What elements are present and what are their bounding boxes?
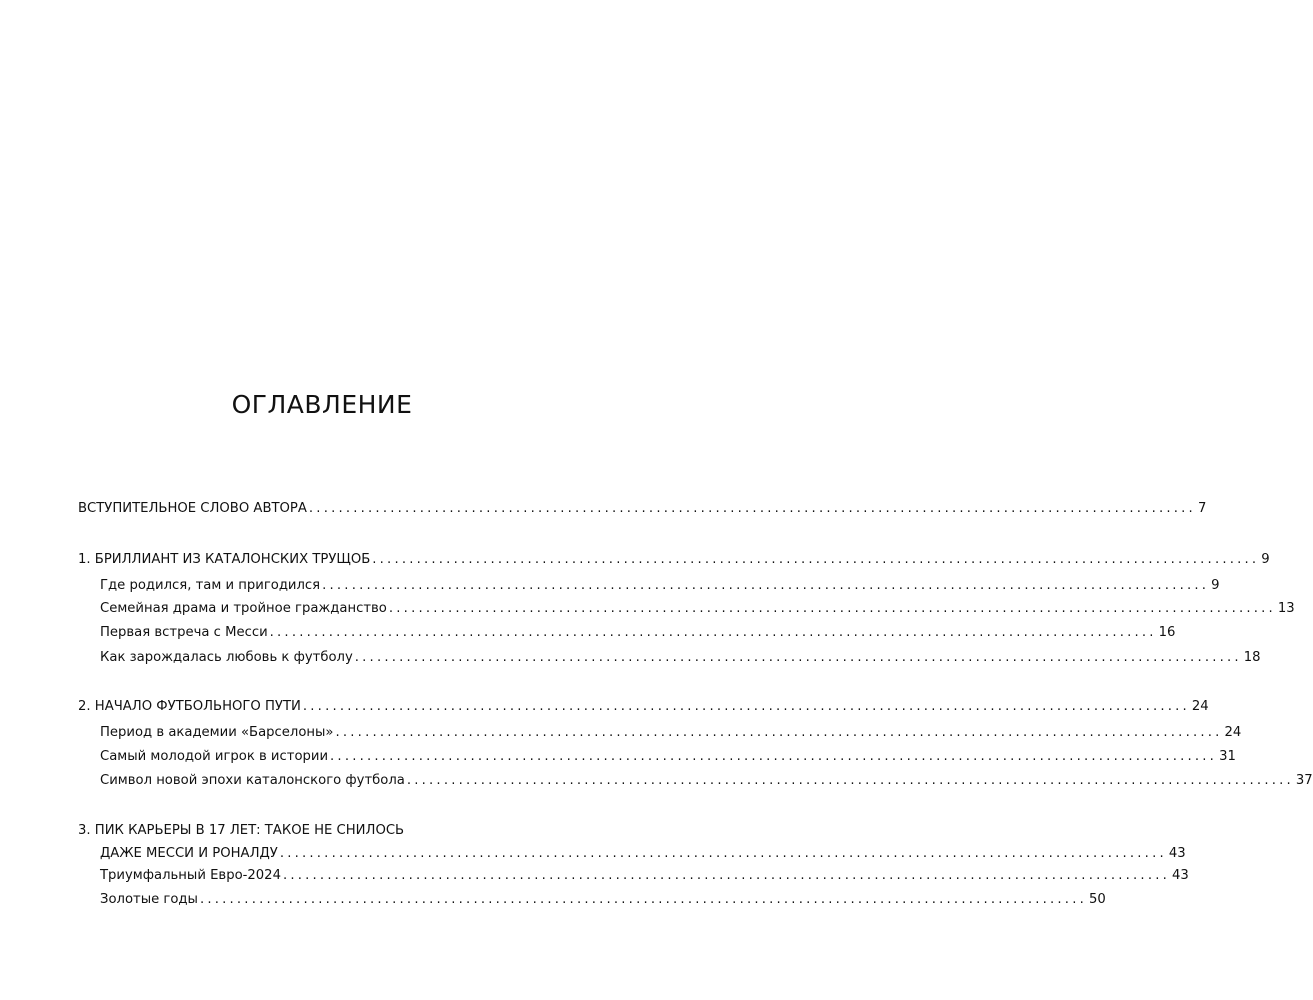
toc-section-title: Как зарождалась любовь к футболу [100, 650, 353, 665]
toc-section-title: Золотые годы [100, 892, 198, 907]
toc-section-title: Самый молодой игрок в истории [100, 749, 329, 764]
toc-chapter-title: 1. БРИЛЛИАНТ ИЗ КАТАЛОНСКИХ ТРУЩОБ [78, 552, 371, 567]
toc-section-title: Первая встреча с Месси [100, 625, 268, 640]
toc-page-number: 43 [1168, 846, 1186, 861]
dot-leader: ........................................................................................................................ [269, 625, 1157, 640]
toc-section-title: Триумфальный Евро-2024 [100, 868, 281, 883]
dot-leader: ........................................................................................................................ [199, 892, 1087, 907]
dot-leader: ........................................................................................................................ [308, 501, 1196, 516]
toc-page-number: 9 [1261, 552, 1270, 567]
toc-chapter-2[interactable] [78, 698, 1209, 716]
toc-section[interactable] [100, 724, 1242, 742]
toc-page-number: 7 [1197, 501, 1207, 516]
toc-section-title: Символ новой эпохи каталонского футбола [100, 773, 405, 788]
toc-page-number: 13 [1277, 601, 1295, 616]
toc-page-number: 18 [1243, 650, 1261, 665]
toc-page-number: 9 [1211, 578, 1220, 593]
toc-page-number: 43 [1172, 868, 1189, 883]
toc-page-number: 16 [1158, 625, 1176, 640]
toc-section-title: Период в академии «Барселоны» [100, 725, 334, 740]
dot-leader: ........................................................................................................................ [322, 578, 1210, 593]
toc-section[interactable] [100, 748, 1236, 766]
dot-leader: ........................................................................................................................ [335, 725, 1223, 740]
toc-page-number: 50 [1088, 892, 1106, 907]
toc-chapter-title-continued: ДАЖЕ МЕССИ И РОНАЛДУ [100, 846, 278, 861]
dot-leader: ........................................................................................................................ [406, 773, 1294, 788]
toc-page-number: 24 [1191, 699, 1209, 714]
dot-leader: ........................................................................................................................ [279, 846, 1167, 861]
dot-leader: ........................................................................................................................ [330, 749, 1218, 764]
toc-section[interactable] [100, 867, 1189, 885]
dot-leader: ........................................................................................................................ [372, 552, 1260, 567]
toc-page-number: 31 [1219, 749, 1236, 764]
toc-section[interactable] [100, 891, 1106, 909]
dot-leader: ........................................................................................................................ [388, 601, 1276, 616]
toc-section[interactable] [100, 649, 1261, 667]
toc-entry-title: ВСТУПИТЕЛЬНОЕ СЛОВО АВТОРА [78, 501, 307, 516]
page-title: ОГЛАВЛЕНИЕ [231, 390, 413, 419]
toc-section[interactable] [100, 772, 1313, 790]
toc-page-number: 24 [1224, 725, 1242, 740]
toc-chapter-title: 3. ПИК КАРЬЕРЫ В 17 ЛЕТ: ТАКОЕ НЕ СНИЛОСЬ [78, 823, 405, 838]
toc-section-title: Семейная драма и тройное гражданство [100, 601, 387, 616]
dot-leader: ........................................................................................................................ [302, 699, 1190, 714]
toc-section[interactable] [100, 624, 1176, 642]
dot-leader: ........................................................................................................................ [282, 868, 1170, 883]
toc-chapter-3-line-1[interactable] [78, 822, 438, 840]
toc-section[interactable] [100, 577, 1220, 595]
toc-entry-intro[interactable] [78, 500, 1207, 518]
toc-chapter-3-line-2[interactable] [100, 845, 1186, 863]
toc-section[interactable] [100, 600, 1295, 618]
toc-chapter-title: 2. НАЧАЛО ФУТБОЛЬНОГО ПУТИ [78, 699, 301, 714]
toc-section-title: Где родился, там и пригодился [100, 578, 321, 593]
toc-page-number: 37 [1295, 773, 1313, 788]
toc-chapter-1[interactable] [78, 551, 1270, 569]
dot-leader: ........................................................................................................................ [354, 650, 1242, 665]
